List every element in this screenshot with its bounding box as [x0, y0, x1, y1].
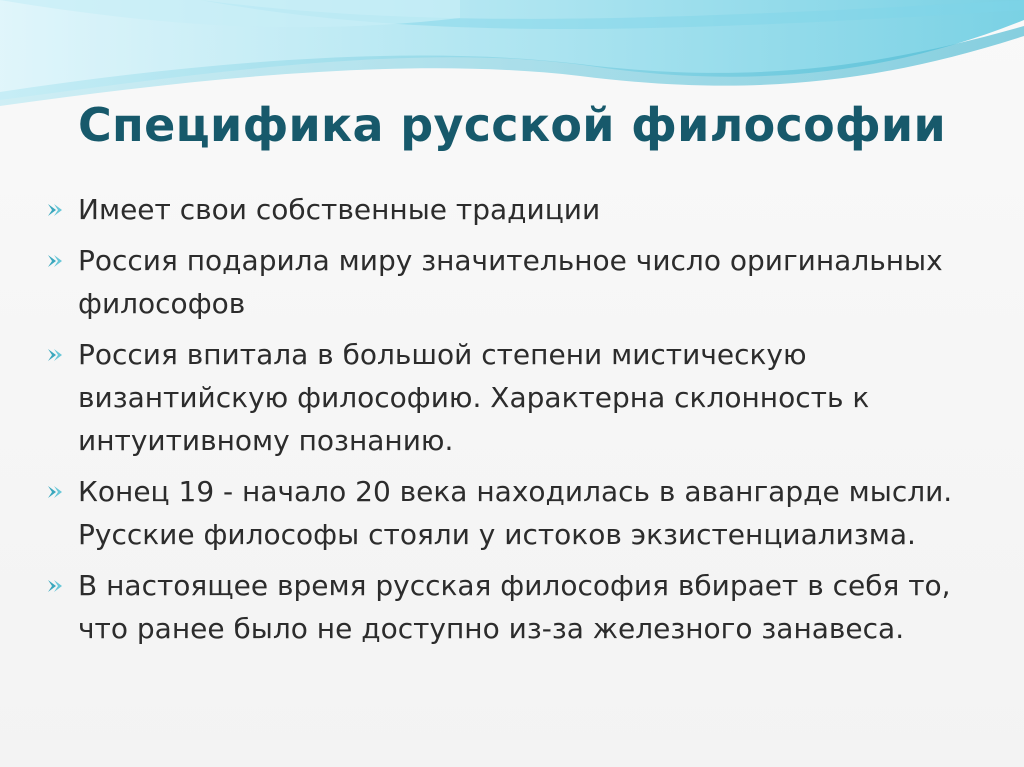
chevron-arrow-icon: [46, 253, 66, 269]
bullet-list: [46, 188, 986, 658]
bullet-item: [46, 470, 986, 556]
bullet-item: [46, 188, 986, 231]
chevron-arrow-icon: [46, 484, 66, 500]
bullet-text: Имеет свои собственные традиции: [78, 193, 601, 226]
bullet-item: [46, 564, 986, 650]
bullet-item: [46, 333, 986, 462]
bullet-text: Россия впитала в большой степени мистическую византийскую философию. Характерна склонность к интуитивному познанию.: [78, 338, 870, 457]
bullet-item: [46, 239, 986, 325]
bullet-text: В настоящее время русская философия вбирает в себя то, что ранее было не доступно из-за железного занавеса.: [78, 569, 951, 645]
chevron-arrow-icon: [46, 347, 66, 363]
chevron-arrow-icon: [46, 578, 66, 594]
slide-title: Специфика русской философии: [78, 98, 946, 152]
chevron-arrow-icon: [46, 202, 66, 218]
bullet-text: Конец 19 - начало 20 века находилась в авангарде мысли. Русские философы стояли у истоков экзистенциализма.: [78, 475, 953, 551]
bullet-text: Россия подарила миру значительное число оригинальных философов: [78, 244, 943, 320]
